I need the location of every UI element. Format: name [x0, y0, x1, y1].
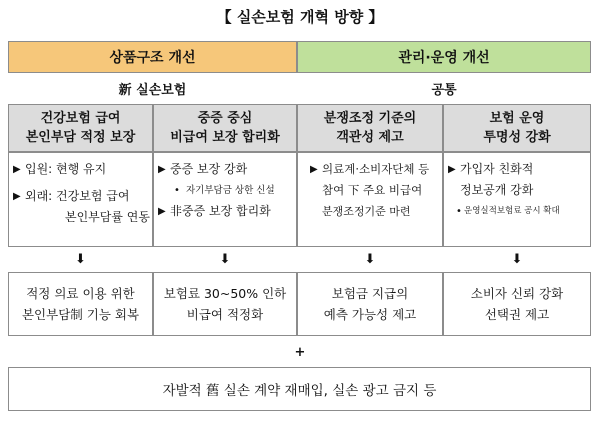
bullet-arrow-icon: ▶ — [310, 164, 318, 175]
detail-box-1 — [8, 152, 153, 247]
detail-text: 외래: 건강보험 급여 — [25, 189, 130, 203]
result-box-3: 보험금 지급의 예측 가능성 제고 — [297, 272, 443, 336]
detail-item — [158, 201, 292, 222]
detail-text: 입원: 현행 유지 — [25, 162, 107, 176]
detail-item — [13, 186, 148, 207]
plus-sign: + — [294, 345, 306, 360]
detail-item-continued — [302, 180, 438, 201]
detail-item-continued — [13, 207, 148, 228]
detail-text: 운영실적보험료 공시 확대 — [464, 206, 560, 216]
detail-text: 가입자 친화적 — [460, 162, 534, 176]
result-box-4: 소비자 신뢰 강화 선택권 제고 — [443, 272, 591, 336]
result-box-2: 보험료 30~50% 인하 비급여 적정화 — [153, 272, 297, 336]
category-box-3: 분쟁조정 기준의 객관성 제고 — [297, 104, 443, 152]
category-box-1: 건강보험 급여 본인부담 적정 보장 — [8, 104, 153, 152]
detail-text: 의료계·소비자단체 등 — [322, 162, 430, 176]
detail-box-4 — [443, 152, 591, 247]
down-arrow-icon: ⬇ — [364, 252, 376, 267]
detail-item — [302, 159, 438, 180]
category-box-2: 중증 중심 비급여 보장 합리화 — [153, 104, 297, 152]
down-arrow-icon: ⬇ — [511, 252, 523, 267]
bullet-arrow-icon: ▶ — [13, 191, 21, 202]
bullet-arrow-icon: ▶ — [448, 164, 456, 175]
detail-item-continued — [302, 201, 438, 222]
bottom-box: 자발적 舊 실손 계약 재매입, 실손 광고 금지 등 — [8, 367, 591, 411]
detail-text: 분쟁조정기준 마련 — [322, 205, 411, 218]
detail-text: 정보공개 강화 — [460, 183, 534, 197]
bullet-arrow-icon: ▶ — [158, 206, 166, 217]
detail-subitem — [158, 180, 292, 201]
header-management-operation: 관리·운영 개선 — [297, 41, 591, 73]
detail-text: 자기부담금 상한 신설 — [186, 185, 275, 196]
detail-item-continued — [448, 180, 586, 201]
down-arrow-icon: ⬇ — [219, 252, 231, 267]
detail-item — [13, 159, 148, 180]
result-box-1: 적정 의료 이용 위한 본인부담制 기능 회복 — [8, 272, 153, 336]
detail-item — [158, 159, 292, 180]
bullet-dot-icon: • — [456, 206, 462, 217]
category-box-4: 보험 운영 투명성 강화 — [443, 104, 591, 152]
down-arrow-icon: ⬇ — [75, 252, 86, 267]
page-title: 【 실손보험 개혁 방향 】 — [216, 8, 384, 26]
detail-box-2 — [153, 152, 297, 247]
subheader-common: 공통 — [431, 83, 457, 98]
detail-item — [448, 159, 586, 180]
detail-subitem — [448, 201, 586, 222]
bullet-arrow-icon: ▶ — [158, 164, 166, 175]
detail-box-3 — [297, 152, 443, 247]
detail-text: 非중증 보장 합리화 — [170, 204, 271, 218]
detail-text: 중증 보장 강화 — [170, 162, 248, 176]
bullet-dot-icon: • — [174, 185, 180, 196]
header-product-structure: 상품구조 개선 — [8, 41, 297, 73]
subheader-new-insurance: 新 실손보험 — [118, 83, 187, 98]
bullet-arrow-icon: ▶ — [13, 164, 21, 175]
detail-text: 본인부담률 연동 — [65, 210, 150, 224]
detail-text: 참여 下 주요 비급여 — [322, 183, 423, 197]
